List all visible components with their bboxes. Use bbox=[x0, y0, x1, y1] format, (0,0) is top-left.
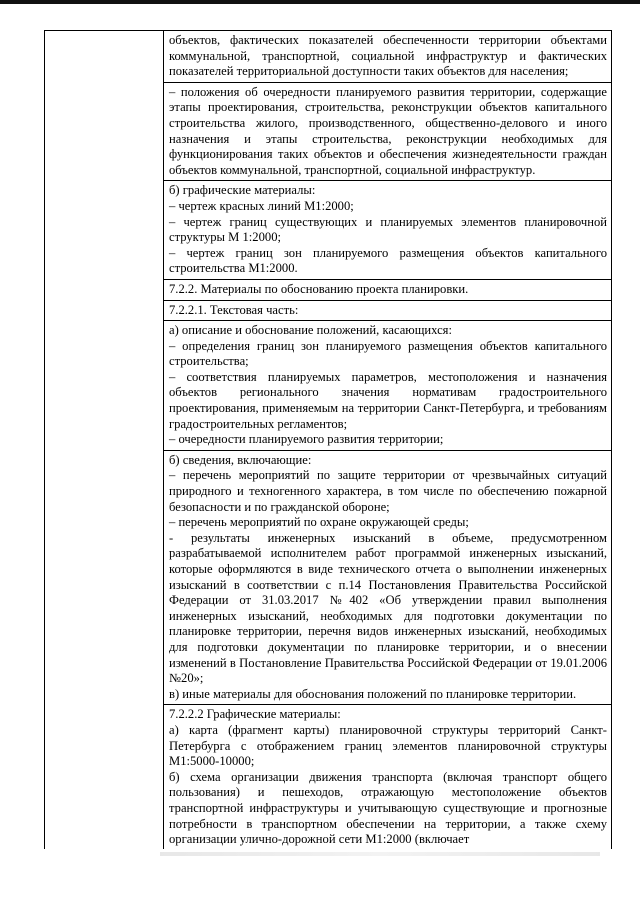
paragraph: в) иные материалы для обоснования положений по планировке территории. bbox=[169, 686, 577, 701]
paragraph: – чертеж красных линий М1:2000; bbox=[169, 198, 354, 213]
heading: 7.2.2.2 Графические материалы: bbox=[169, 707, 341, 722]
paragraph: б) сведения, включающие: bbox=[169, 452, 312, 467]
paragraph: – перечень мероприятий по охране окружающей среды; bbox=[169, 515, 469, 530]
paragraph: - результаты инженерных изысканий в объеме, предусмотренном разрабатываемой исполнителем работ программой инженерных изысканий, которые оформляются в виде технического отчета о выполнении инженерных изысканий в соответствии с п.14 Постановления Правительства Российской Федерации от 31.03.2017 №402 «Об утверждении правил выполнения инженерных изысканий, необходимых для подготовки документации по планировке территории, перечня видов инженерных изысканий, необходимых для подготовки документации по планировке территории, и о внесении изменений в Постановление Правительства Российской Федерации от 19.01.2006 №20»; bbox=[169, 530, 607, 686]
text-block-1 bbox=[164, 31, 611, 83]
document-table bbox=[44, 30, 612, 849]
paragraph: – чертеж границ зон планируемого размещения объектов капитального строительства М1:2000. bbox=[169, 245, 607, 276]
paragraph: а) карта (фрагмент карты) планировочной структуры территорий Санкт-Петербурга с отображением границ элементов планировочной структуры М1:5000-10000; bbox=[169, 722, 607, 769]
paragraph: – положения об очередности планируемого развития территории, содержащие этапы проектирования, строительства, реконструкции объектов капитального строительства жилого, производственного, общественно-делового и иного назначения и этапы строительства, реконструкции необходимых для функционирования таких объектов и обеспечения жизнедеятельности граждан объектов коммунальной, транспортной, социальной инфраструктур. bbox=[169, 84, 607, 177]
heading: 7.2.2.1. Текстовая часть: bbox=[169, 302, 299, 317]
paragraph: б) графические материалы: bbox=[169, 183, 316, 198]
text-block-graphic-materials bbox=[164, 181, 611, 280]
left-column bbox=[45, 31, 164, 849]
text-block-2 bbox=[164, 83, 611, 182]
cut-off-text-edge bbox=[160, 852, 600, 856]
paragraph: объектов, фактических показателей обеспеченности территории объектами коммунальной, транспортной, социальной инфраструктур и фактических показателей территориальной доступности таких объектов для населения; bbox=[169, 33, 607, 79]
paragraph: б) схема организации движения транспорта (включая транспорт общего пользования) и пешеходов, отражающую местоположение объектов транспортной инфраструктуры и учитывающую существующие и прогнозные потребности в транспортном обеспечении на территории, а также схему организации улично-дорожной сети М1:2000 (включает bbox=[169, 769, 607, 847]
right-column bbox=[164, 31, 611, 849]
text-block-info bbox=[164, 451, 611, 706]
text-block-description bbox=[164, 321, 611, 451]
paragraph: – чертеж границ существующих и планируемых элементов планировочной структуры М 1:2000; bbox=[169, 214, 607, 245]
text-block-graphic-7-2-2-2 bbox=[164, 705, 611, 849]
heading: 7.2.2. Материалы по обоснованию проекта планировки. bbox=[169, 281, 469, 296]
scan-top-edge bbox=[0, 0, 640, 4]
section-heading-7-2-2-1 bbox=[164, 301, 611, 322]
paragraph: – соответствия планируемых параметров, местоположения и назначения объектов регионального значения нормативам градостроительного проектирования, применяемым на территории Санкт-Петербурга, и требованиям градостроительных регламентов; bbox=[169, 369, 607, 431]
paragraph: – определения границ зон планируемого размещения объектов капитального строительства; bbox=[169, 338, 607, 369]
section-heading-7-2-2 bbox=[164, 280, 611, 301]
paragraph: – перечень мероприятий по защите территории от чрезвычайных ситуаций природного и техногенного характера, в том числе по обеспечению пожарной безопасности и по гражданской обороне; bbox=[169, 468, 607, 514]
paragraph: – очередности планируемого развития территории; bbox=[169, 432, 444, 447]
paragraph: а) описание и обоснование положений, касающихся: bbox=[169, 323, 452, 338]
